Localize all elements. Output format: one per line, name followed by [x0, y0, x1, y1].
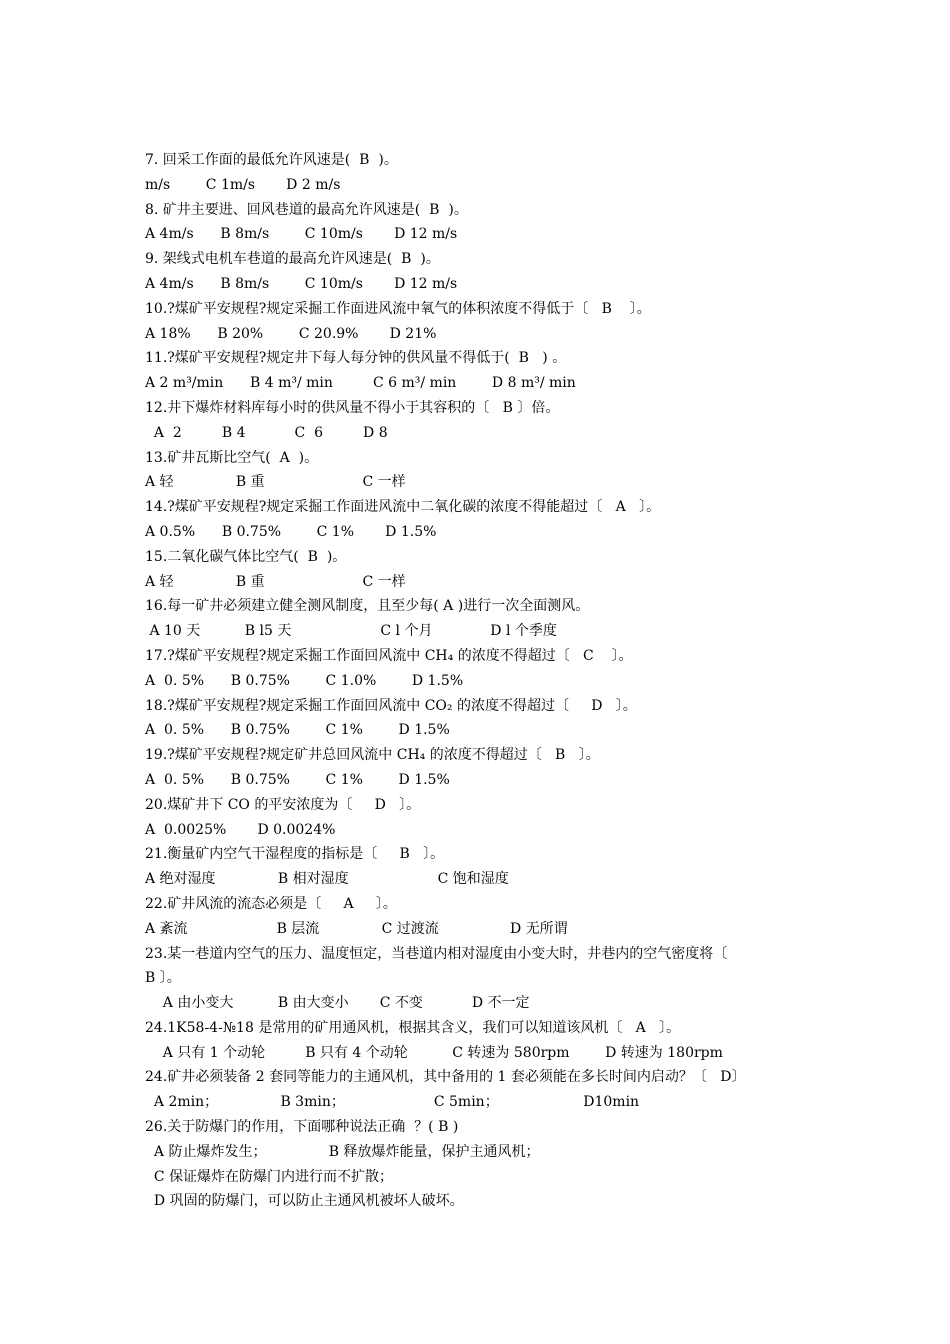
answer-options: m/s C 1m/s D 2 m/s [145, 176, 341, 193]
answer-options: A 绝对湿度 B 相对湿度 C 饱和湿度 [145, 871, 509, 888]
answer-options: A 2 B 4 C 6 D 8 [145, 424, 388, 441]
answer-options: A 紊流 B 层流 C 过渡流 D 无所谓 [145, 920, 568, 937]
question-text: 12.井下爆炸材料库每小时的供风量不得小于其容积的〔 B 〕倍。 [145, 399, 560, 416]
answer-options: A 0. 5% B 0.75% C 1% D 1.5% [145, 771, 450, 788]
question-list [145, 148, 825, 1214]
question-text: 9. 架线式电机车巷道的最高允许风速是( B )。 [145, 251, 440, 268]
question-text: 22.矿井风流的流态必须是〔 A 〕。 [145, 895, 397, 912]
answer-options: C 保证爆炸在防爆门内进行而不扩散； [145, 1168, 394, 1185]
question-text: 8. 矿井主要进、回风巷道的最高允许风速是( B )。 [145, 201, 468, 218]
question-text: 23.某一巷道内空气的压力、温度恒定，当巷道内相对湿度由小变大时，井巷内的空气密度将〔 [145, 945, 728, 962]
answer-options: A 轻 B 重 C 一样 [145, 474, 406, 491]
answer-options: D 巩固的防爆门，可以防止主通风机被坏人破坏。 [145, 1193, 464, 1210]
question-text: 21.衡量矿内空气干湿程度的指标是〔 B 〕。 [145, 846, 445, 863]
question-text: 11.?煤矿平安规程?规定井下每人每分钟的供风量不得低于( B ) 。 [145, 350, 567, 367]
answer-options: A 2 m³/min B 4 m³/ min C 6 m³/ min D 8 m³/ min [145, 375, 576, 392]
answer-options: A 0. 5% B 0.75% C 1.0% D 1.5% [145, 672, 464, 689]
answer-options: A 0.0025% D 0.0024% [145, 821, 336, 838]
answer-options: B 〕。 [145, 970, 181, 987]
answer-options: A 只有 1 个动轮 B 只有 4 个动轮 C 转速为 580rpm D 转速为 180rpm [145, 1044, 723, 1061]
question-text: 16.每一矿井必须建立健全测风制度，且至少每( A )进行一次全面测风。 [145, 598, 590, 615]
answer-options: A 18% B 20% C 20.9% D 21% [145, 325, 437, 342]
question-text: 24.矿井必须装备 2 套同等能力的主通风机，其中备用的 1 套必须能在多长时间内启动？〔 D〕 [145, 1069, 746, 1086]
answer-options: A 轻 B 重 C 一样 [145, 573, 406, 590]
question-text: 26.关于防爆门的作用，下面哪种说法正确 ？( B ) [145, 1119, 459, 1136]
question-text: 10.?煤矿平安规程?规定采掘工作面进风流中氧气的体积浓度不得低于〔 B 〕。 [145, 300, 651, 317]
question-text: 15.二氧化碳气体比空气( B )。 [145, 548, 347, 565]
answer-options: A 0. 5% B 0.75% C 1% D 1.5% [145, 722, 450, 739]
question-text: 13.矿井瓦斯比空气( A )。 [145, 449, 319, 466]
question-text: 17.?煤矿平安规程?规定采掘工作面回风流中 CH₄ 的浓度不得超过〔 C 〕。 [145, 647, 633, 664]
answer-options: A 0.5% B 0.75% C 1% D 1.5% [145, 523, 437, 540]
answer-options: A 2min； B 3min； C 5min； D10min [145, 1094, 640, 1111]
question-text: 7. 回采工作面的最低允许风速是( B )。 [145, 152, 398, 168]
question-text: 24.1K58-4-№18 是常用的矿用通风机，根据其含义，我们可以知道该风机〔 A 〕。 [145, 1019, 681, 1036]
answer-options: A 10 天 B l5 天 C l 个月 D l 个季度 [145, 623, 557, 640]
answer-options: A 4m/s B 8m/s C 10m/s D 12 m/s [145, 275, 458, 292]
answer-options: A 4m/s B 8m/s C 10m/s D 12 m/s [145, 226, 458, 243]
question-text: 14.?煤矿平安规程?规定采掘工作面进风流中二氧化碳的浓度不得能超过〔 A 〕。 [145, 499, 661, 516]
question-text: 20.煤矿井下 CO 的平安浓度为〔 D 〕。 [145, 796, 421, 813]
question-text: 19.?煤矿平安规程?规定矿井总回风流中 CH₄ 的浓度不得超过〔 B 〕。 [145, 747, 600, 764]
question-text: 18.?煤矿平安规程?规定采掘工作面回风流中 CO₂ 的浓度不得超过〔 D 〕。 [145, 697, 637, 714]
answer-options: A 防止爆炸发生； B 释放爆炸能量，保护主通风机； [145, 1143, 540, 1160]
answer-options: A 由小变大 B 由大变小 C 不变 D 不一定 [145, 995, 530, 1012]
